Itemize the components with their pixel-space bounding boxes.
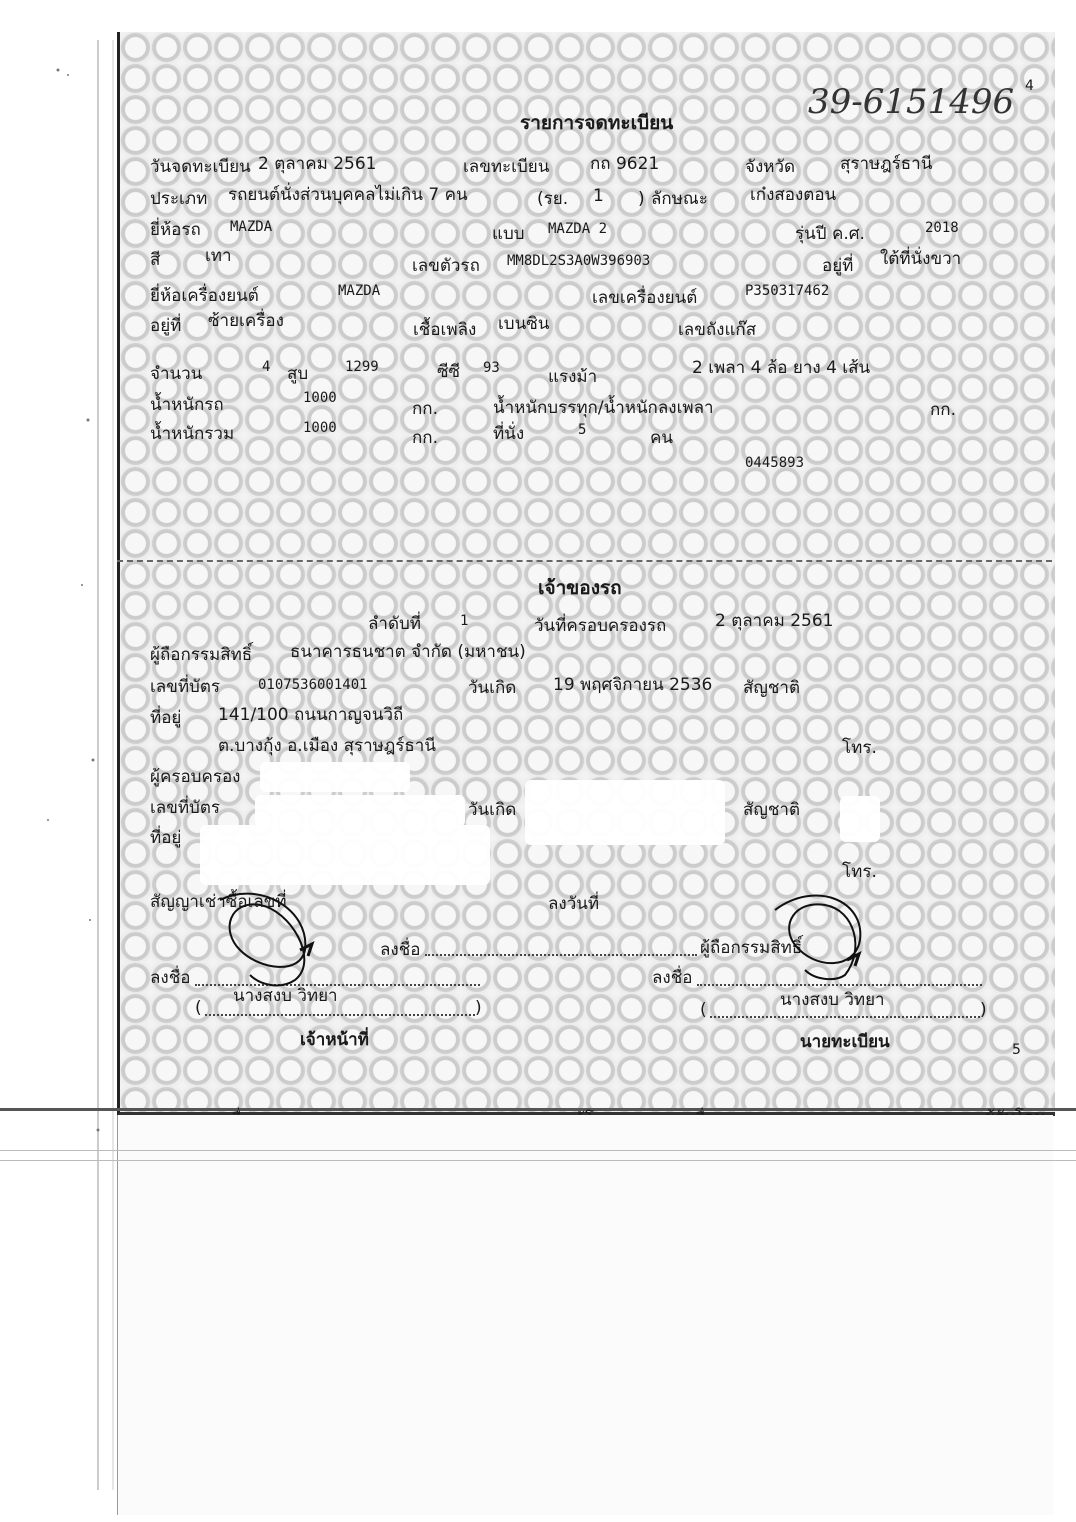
ry-label: (รย. xyxy=(537,189,569,209)
chassis-label: เลขตัวรถ xyxy=(412,256,480,276)
serial-number: 0445893 xyxy=(745,455,805,471)
possessor-telephone-label: โทร. xyxy=(842,862,877,882)
holder-sign-suffix: ผู้ถือกรรมสิทธิ์ xyxy=(700,938,803,958)
model-value: MAZDA 2 xyxy=(548,221,608,237)
owner-title: เจ้าของรถ xyxy=(538,577,622,599)
persons-label: คน xyxy=(650,428,673,448)
year-label: รุ่นปี ค.ศ. xyxy=(795,224,865,244)
signature-left xyxy=(200,880,340,1000)
redaction-box xyxy=(200,825,490,885)
address-line-1: 141/100 ถนนกาญจนวิถี xyxy=(218,705,404,725)
kg-2: กก. xyxy=(930,400,956,420)
seats-value: 5 xyxy=(578,422,587,438)
officer-name-left: นางสงบ วิทยา xyxy=(233,986,338,1006)
sign-date-label: ลงวันที่ xyxy=(548,894,600,914)
possessor-nationality-label: สัญชาติ xyxy=(743,800,800,820)
signature-right xyxy=(755,880,895,990)
brand-value: MAZDA xyxy=(230,219,273,235)
redaction-box xyxy=(840,796,880,842)
officer-sign-label: ลงชื่อ xyxy=(150,968,191,988)
chassis-location-label: อยู่ที่ xyxy=(822,256,854,276)
registration-title: รายการจดทะเบียน xyxy=(520,112,674,134)
paren-close-left: ) xyxy=(475,998,482,1018)
brand-label: ยี่ห้อรถ xyxy=(150,220,201,240)
style-value: เก๋งสองตอน xyxy=(750,185,837,205)
page-number-top: 4 xyxy=(1025,78,1034,94)
paren-open-left: ( xyxy=(195,998,202,1018)
plate-label: เลขทะเบียน xyxy=(463,157,550,177)
nationality-label: สัญชาติ xyxy=(743,678,800,698)
possessor-birth-label: วันเกิด xyxy=(468,800,517,820)
province-label: จังหวัด xyxy=(745,157,796,177)
registrar-title: นายทะเบียน xyxy=(800,1032,890,1052)
paren-open-right: ( xyxy=(700,1000,707,1020)
province-value: สุราษฎร์ธานี xyxy=(840,154,933,174)
hp-label: แรงม้า xyxy=(548,367,598,387)
cc-value: 1299 xyxy=(345,359,379,375)
type-label: ประเภท xyxy=(150,189,208,209)
hp-value: 93 xyxy=(483,360,500,376)
birth-date-value: 19 พฤศจิกายน 2536 xyxy=(553,675,713,695)
engine-location-label: อยู่ที่ xyxy=(150,316,182,336)
sheet-edge xyxy=(0,1108,1076,1111)
gas-tank-label: เลขถังแก๊ส xyxy=(678,320,757,340)
engine-brand-label: ยี่ห้อเครื่องยนต์ xyxy=(150,286,259,306)
chassis-value: MM8DL2S3A0W396903 xyxy=(507,253,651,269)
address-line-2: ต.บางกุ้ง อ.เมือง สุราษฎร์ธานี xyxy=(218,736,436,756)
registrar-sign-label: ลงชื่อ xyxy=(652,968,693,988)
name-dotted-line xyxy=(205,1014,475,1016)
engine-location-value: ซ้ายเครื่อง xyxy=(208,311,284,331)
kg-3: กก. xyxy=(412,428,438,448)
year-value: 2018 xyxy=(925,220,959,236)
possession-date-value: 2 ตุลาคม 2561 xyxy=(715,611,834,631)
fuel-label: เชื้อเพลิง xyxy=(413,320,477,340)
color-label: สี xyxy=(150,250,161,270)
total-weight-value: 1000 xyxy=(303,420,337,436)
id-card-label: เลขที่บัตร xyxy=(150,677,221,697)
birth-date-label: วันเกิด xyxy=(468,678,517,698)
reg-date-value: 2 ตุลาคม 2561 xyxy=(258,154,377,174)
load-label: น้ำหนักบรรทุก/น้ำหนักลงเพลา xyxy=(493,398,714,418)
style-label: ลักษณะ xyxy=(651,189,708,209)
possessor-id-label: เลขที่บัตร xyxy=(150,798,221,818)
scan-line xyxy=(0,1160,1076,1161)
cylinders-label: จำนวน xyxy=(150,364,203,384)
possessor-address-label: ที่อยู่ xyxy=(150,828,182,848)
paren-close-right: ) xyxy=(980,1000,987,1020)
color-value: เทา xyxy=(205,246,232,266)
lower-blank-area xyxy=(117,1115,1053,1515)
order-label: ลำดับที่ xyxy=(368,614,422,634)
chassis-location-value: ใต้ที่นั่งขวา xyxy=(880,249,962,269)
weight-label: น้ำหนักรถ xyxy=(150,395,224,415)
kg-1: กก. xyxy=(412,399,438,419)
ry-close: ) xyxy=(638,189,645,209)
seats-label: ที่นั่ง xyxy=(493,424,525,444)
holder-label: ผู้ถือกรรมสิทธิ์ xyxy=(150,645,253,665)
cylinders-value: 4 xyxy=(262,359,271,375)
possession-date-label: วันที่ครอบครองรถ xyxy=(534,616,667,636)
redaction-box xyxy=(255,795,465,827)
id-card-value: 0107536001401 xyxy=(258,677,368,693)
telephone-label: โทร. xyxy=(842,738,877,758)
fold-line xyxy=(117,560,1052,570)
engine-brand-value: MAZDA xyxy=(338,283,381,299)
address-label: ที่อยู่ xyxy=(150,708,182,728)
cc-label: ซีซี xyxy=(437,362,461,382)
reg-date-label: วันจดทะเบียน xyxy=(150,157,251,177)
plate-value: กถ 9621 xyxy=(590,154,660,174)
handwritten-number: 39-6151496 xyxy=(808,82,1015,122)
officer-name-right: นางสงบ วิทยา xyxy=(780,990,885,1010)
scan-line xyxy=(0,1150,1076,1151)
redaction-box xyxy=(525,780,725,845)
axle-value: 2 เพลา 4 ล้อ ยาง 4 เส้น xyxy=(692,358,871,378)
holder-sign-label: ลงชื่อ xyxy=(380,940,421,960)
redaction-box xyxy=(260,762,410,792)
left-margin-marks xyxy=(38,40,118,1490)
model-label: แบบ xyxy=(492,224,525,244)
engine-no-label: เลขเครื่องยนต์ xyxy=(592,288,698,308)
order-value: 1 xyxy=(460,613,469,629)
holder-value: ธนาคารธนชาต จำกัด (มหาชน) xyxy=(290,642,526,662)
ry-value: 1 xyxy=(593,186,604,206)
type-value: รถยนต์นั่งส่วนบุคคลไม่เกิน 7 คน xyxy=(228,185,468,205)
hire-purchase-label: สัญญาเช่าซื้อเลขที่ xyxy=(150,892,287,912)
page-number-bottom: 5 xyxy=(1012,1042,1021,1058)
weight-value: 1000 xyxy=(303,390,337,406)
engine-no-value: P350317462 xyxy=(745,283,830,299)
possessor-label: ผู้ครอบครอง xyxy=(150,767,241,787)
total-weight-label: น้ำหนักรวม xyxy=(150,424,235,444)
bore-label: สูบ xyxy=(287,364,309,384)
officer-title: เจ้าหน้าที่ xyxy=(300,1030,369,1050)
signature-dotted-line xyxy=(425,954,697,956)
name-dotted-line xyxy=(710,1016,980,1018)
fuel-value: เบนซิน xyxy=(498,314,550,334)
